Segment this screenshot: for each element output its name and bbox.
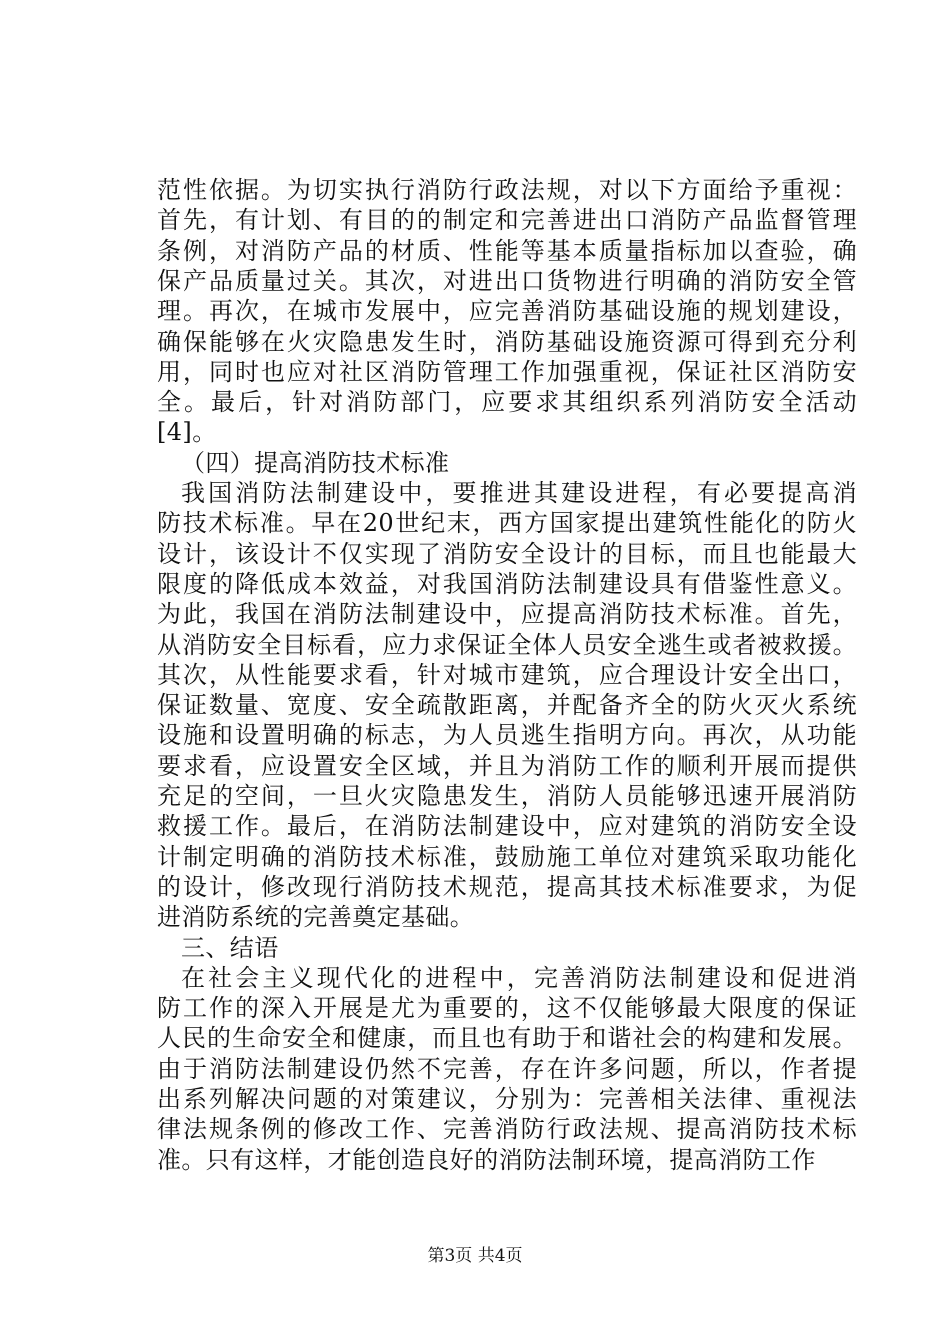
- text-line: 设施和设置明确的标志，为人员逃生指明方向。再次，从功能: [157, 721, 857, 750]
- text-line: （四）提高消防技术标准: [181, 448, 450, 477]
- text-line: 计制定明确的消防技术标准，鼓励施工单位对建筑采取功能化: [157, 842, 857, 871]
- text-line: 的设计，修改现行消防技术规范，提高其技术标准要求，为促: [157, 872, 857, 901]
- text-line: 限度的降低成本效益，对我国消防法制建设具有借鉴性意义。: [157, 569, 857, 598]
- text-line: 全。最后，针对消防部门，应要求其组织系列消防安全活动: [157, 388, 857, 417]
- text-line: 从消防安全目标看，应力求保证全体人员安全逃生或者被救援。: [157, 630, 857, 659]
- text-line: 准。只有这样，才能创造良好的消防法制环境，提高消防工作: [157, 1145, 816, 1174]
- text-line: 救援工作。最后，在消防法制建设中，应对建筑的消防安全设: [157, 812, 857, 841]
- text-line: 三、结语: [181, 933, 279, 962]
- text-line: 人民的生命安全和健康，而且也有助于和谐社会的构建和发展。: [157, 1024, 857, 1053]
- text-line: [4]。: [157, 418, 217, 447]
- text-line: 为此，我国在消防法制建设中，应提高消防技术标准。首先，: [157, 600, 857, 629]
- text-line: 在社会主义现代化的进程中，完善消防法制建设和促进消: [181, 963, 857, 992]
- text-line: 要求看，应设置安全区域，并且为消防工作的顺利开展而提供: [157, 751, 857, 780]
- text-line: 出系列解决问题的对策建议，分别为：完善相关法律、重视法: [157, 1085, 857, 1113]
- text-line: 防工作的深入开展是尤为重要的，这不仅能够最大限度的保证: [157, 994, 857, 1023]
- text-line: 进消防系统的完善奠定基础。: [157, 903, 475, 932]
- page-footer: 第3页 共4页: [427, 1246, 523, 1266]
- text-line: 保产品质量过关。其次，对进出口货物进行明确的消防安全管: [157, 266, 857, 295]
- text-line: 理。再次，在城市发展中，应完善消防基础设施的规划建设，: [157, 297, 857, 326]
- text-line: 保证数量、宽度、安全疏散距离，并配备齐全的防火灭火系统: [157, 691, 857, 720]
- text-line: 用，同时也应对社区消防管理工作加强重视，保证社区消防安: [157, 357, 857, 386]
- text-line: 律法规条例的修改工作、完善消防行政法规、提高消防技术标: [157, 1115, 857, 1144]
- text-line: 确保能够在火灾隐患发生时，消防基础设施资源可得到充分利: [157, 327, 857, 356]
- text-line: 条例，对消防产品的材质、性能等基本质量指标加以查验，确: [157, 236, 857, 265]
- text-line: 防技术标准。早在20世纪末，西方国家提出建筑性能化的防火: [157, 509, 857, 538]
- text-line: 我国消防法制建设中，要推进其建设进程，有必要提高消: [181, 479, 857, 507]
- text-line: 首先，有计划、有目的的制定和完善进出口消防产品监督管理: [157, 206, 857, 235]
- text-line: 由于消防法制建设仍然不完善，存在许多问题，所以，作者提: [157, 1054, 857, 1083]
- text-line: 设计，该设计不仅实现了消防安全设计的目标，而且也能最大: [157, 539, 857, 568]
- text-line: 范性依据。为切实执行消防行政法规，对以下方面给予重视：: [157, 176, 857, 204]
- text-line: 其次，从性能要求看，针对城市建筑，应合理设计安全出口，: [157, 660, 857, 689]
- text-line: 充足的空间，一旦火灾隐患发生，消防人员能够迅速开展消防: [157, 782, 857, 810]
